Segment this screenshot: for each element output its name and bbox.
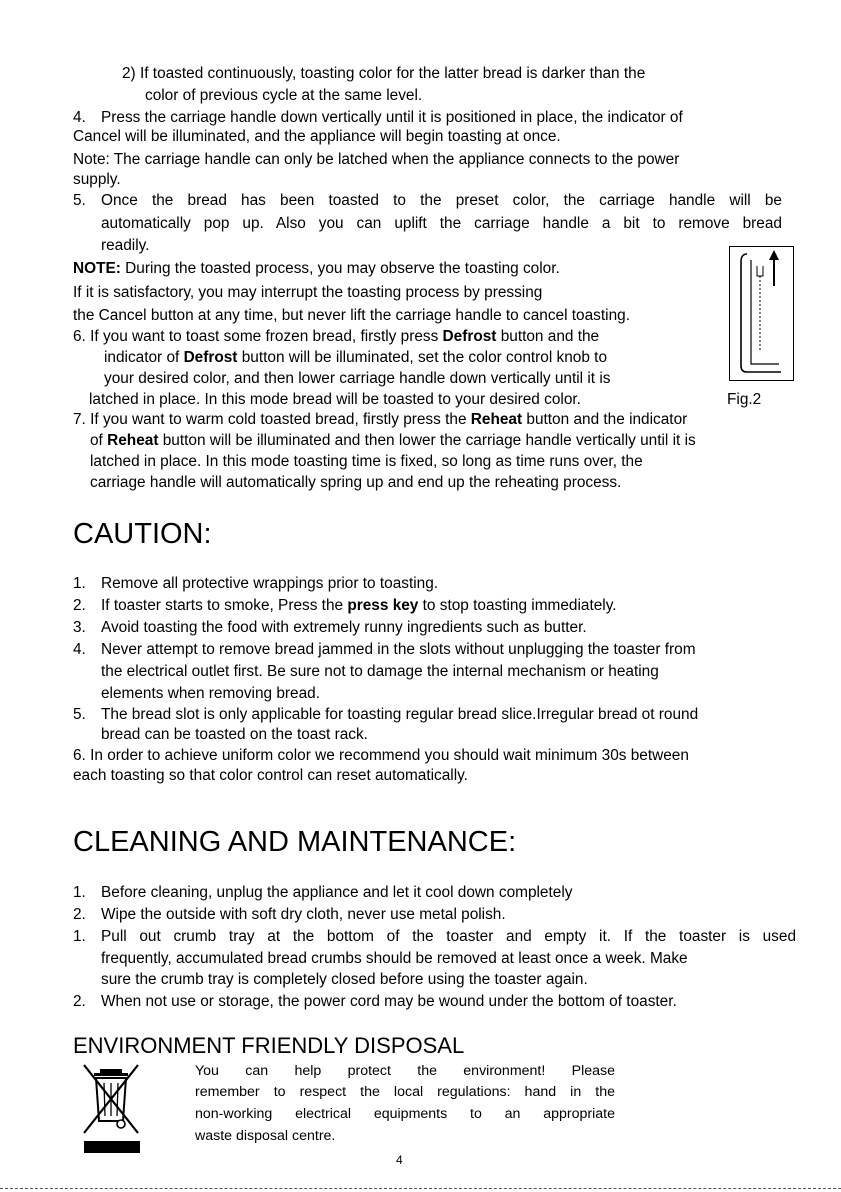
step-6-text-e: button will be illuminated, set the color control knob to [237, 349, 608, 366]
step-7-line4: carriage handle will automatically spring up and end up the reheating process. [90, 474, 622, 491]
step-5-line1: Once the bread has been toasted to the preset color, the carriage handle will be [101, 192, 782, 209]
note-2-line3: the Cancel button at any time, but never lift the carriage handle to cancel toasting. [73, 307, 630, 324]
step-6-line4: latched in place. In this mode bread will be toasted to your desired color. [89, 391, 581, 408]
caution-2-text [101, 597, 617, 615]
cleaning-2-text: Wipe the outside with soft dry cloth, never use metal polish. [101, 906, 506, 923]
step-5-line2: automatically pop up. Also you can uplift the carriage handle a bit to remove bread [101, 215, 782, 232]
cleaning-3-line3: sure the crumb tray is completely closed before using the toaster again. [101, 971, 588, 988]
caution-2-text-a: If toaster starts to smoke, Press the [101, 597, 348, 614]
note-2-text: During the toasted process, you may observe the toasting color. [120, 260, 560, 277]
step-4-line2: Cancel will be illuminated, and the appliance will begin toasting at once. [73, 128, 561, 145]
note-1-line1: Note: The carriage handle can only be latched when the appliance connects to the power [73, 151, 680, 168]
step-6-text-a: 6. If you want to toast some frozen bread, firstly press [73, 328, 443, 345]
caution-4-line1: Never attempt to remove bread jammed in the slots without unplugging the toaster from [101, 641, 696, 658]
defrost-label: Defrost [183, 349, 238, 366]
caution-4-line2: the electrical outlet first. Be sure not to damage the internal mechanism or heating [101, 663, 659, 680]
caution-2-number: 2. [73, 597, 86, 614]
step-7-line1 [73, 411, 687, 429]
cleaning-4-number: 2. [73, 993, 86, 1010]
step-7-text-e: button will be illuminated and then lower the carriage handle vertically until it is [158, 432, 696, 449]
caution-4-line3: elements when removing bread. [101, 685, 321, 702]
note-1-line2: supply. [73, 171, 121, 188]
page-bottom-divider [0, 1188, 841, 1189]
caution-2-text-c: to stop toasting immediately. [418, 597, 617, 614]
step-2-subnote-line2: color of previous cycle at the same level. [145, 87, 423, 104]
step-5-line3: readily. [101, 237, 150, 254]
cleaning-heading: CLEANING AND MAINTENANCE: [73, 826, 517, 858]
disposal-line4: waste disposal centre. [195, 1128, 336, 1144]
page-number: 4 [396, 1153, 403, 1167]
cleaning-4-text: When not use or storage, the power cord may be wound under the bottom of toaster. [101, 993, 677, 1010]
cleaning-3-line2: frequently, accumulated bread crumbs should be removed at least once a week. Make [101, 950, 688, 967]
caution-5-number: 5. [73, 706, 86, 723]
disposal-line1: You can help protect the environment! Please [195, 1063, 615, 1079]
disposal-heading: ENVIRONMENT FRIENDLY DISPOSAL [73, 1033, 465, 1058]
caution-4-number: 4. [73, 641, 86, 658]
figure-2-label: Fig.2 [727, 391, 762, 408]
reheat-label: Reheat [470, 411, 523, 428]
caution-5-line2: bread can be toasted on the toast rack. [101, 726, 368, 743]
step-6-line1 [73, 328, 599, 346]
defrost-label: Defrost [442, 328, 497, 345]
step-6-text-c: button and the [496, 328, 600, 345]
cleaning-1-text: Before cleaning, unplug the appliance and let it cool down completely [101, 884, 573, 901]
caution-3-text: Avoid toasting the food with extremely runny ingredients such as butter. [101, 619, 587, 636]
caution-5-line1: The bread slot is only applicable for toasting regular bread slice.Irregular bread ot round [101, 706, 699, 723]
caution-1-number: 1. [73, 575, 86, 592]
reheat-label: Reheat [107, 432, 159, 449]
caution-1-text: Remove all protective wrappings prior to toasting. [101, 575, 439, 592]
step-7-text-a: 7. If you want to warm cold toasted bread, firstly press the [73, 411, 471, 428]
cleaning-2-number: 2. [73, 906, 86, 923]
disposal-line3: non-working electrical equipments to an appropriate [195, 1106, 615, 1122]
note-label: NOTE: [73, 260, 121, 277]
step-4-number: 4. [73, 109, 86, 126]
step-2-subnote-line1: 2) If toasted continuously, toasting color for the latter bread is darker than the [122, 65, 646, 82]
caution-3-number: 3. [73, 619, 86, 636]
crossed-out-wheelie-bin-icon [80, 1061, 142, 1155]
caution-6-line1: 6. In order to achieve uniform color we recommend you should wait minimum 30s between [73, 747, 689, 764]
step-6-line3: your desired color, and then lower carriage handle down vertically until it is [104, 370, 611, 387]
cleaning-1-number: 1. [73, 884, 86, 901]
carriage-handle-lift-icon [729, 246, 794, 381]
step-6-text-d: indicator of [104, 349, 184, 366]
step-7-text-d: of [90, 432, 108, 449]
cleaning-3-line1: Pull out crumb tray at the bottom of the toaster and empty it. If the toaster is used [101, 928, 796, 945]
step-7-text-c: button and the indicator [522, 411, 688, 428]
caution-6-line2: each toasting so that color control can reset automatically. [73, 767, 468, 784]
step-6-line2 [104, 349, 607, 367]
press-key-label: press key [347, 597, 419, 614]
step-7-line3: latched in place. In this mode toasting time is fixed, so long as time runs over, the [90, 453, 643, 470]
caution-heading: CAUTION: [73, 518, 212, 550]
disposal-line2: remember to respect the local regulations: hand in the [195, 1084, 615, 1100]
step-5-number: 5. [73, 192, 86, 209]
step-7-line2 [90, 432, 696, 450]
cleaning-3-number: 1. [73, 928, 86, 945]
note-2-line2: If it is satisfactory, you may interrupt the toasting process by pressing [73, 284, 543, 301]
note-2-line1 [73, 260, 560, 278]
step-4-line1: Press the carriage handle down vertically until it is positioned in place, the indicator of [101, 109, 683, 126]
